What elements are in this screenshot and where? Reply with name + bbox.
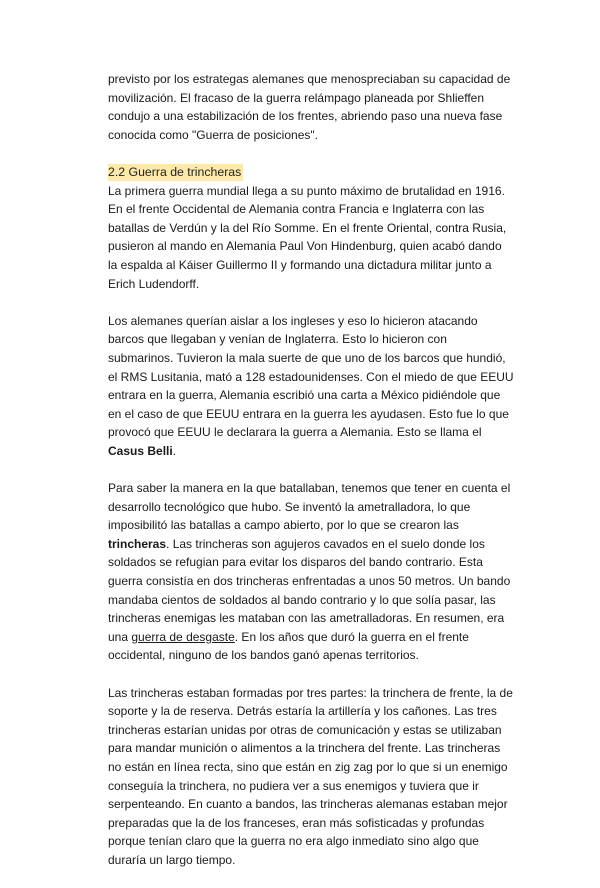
- paragraph-4: Las trincheras estaban formadas por tres partes: la trinchera de frente, la de soporte y la de reserva. Detrás estaría la artillería y los cañones. Las tres trincheras estarían unidas por otras de comunicación y estas se utilizaban para mandar munición o alimentos a la trinchera del frente. Las trincheras no están en línea recta, sino que están en zig zag por lo que si un enemigo conseguía la trinchera, no pudiera ver a sus enemigos y tuviera que ir serpenteando. En cuanto a bandos, las trincheras alemanas estaban mejor preparadas que la de los franceses, eran más sofisticadas y profundas porque tenían claro que la guerra no era algo inmediato sino algo que duraría un largo tiempo.: [108, 685, 513, 867]
- section-heading-wrap: [108, 163, 514, 182]
- section-heading: 2.2 Guerra de trincheras: [108, 164, 242, 179]
- trincheras-term: trincheras: [108, 536, 167, 551]
- paragraph-1: La primera guerra mundial llega a su punto máximo de brutalidad en 1916. En el frente Occidental de Alemania contra Francia e Inglaterra con las batallas de Verdún y la del Río Somme. En el frente Oriental, contra Rusia, pusieron al mando en Alemania Paul Von Hindenburg, quien acabó dando la espalda al Káiser Guillermo II y formando una dictadura militar junto a Erich Ludendorff.: [108, 183, 507, 291]
- paragraph-3: [108, 479, 514, 665]
- intro-paragraph: previsto por los estrategas alemanes que menospreciaban su capacidad de movilización. El fracaso de la guerra relámpago planeada por Shlieffen condujo a una estabilización de los frentes, abriendo paso una nueva fase conocida como "Guerra de posiciones".: [108, 72, 511, 142]
- guerra-de-desgaste-link[interactable]: guerra de desgaste: [131, 629, 235, 644]
- paragraph-2-text: Los alemanes querían aislar a los ingleses y eso lo hicieron atacando barcos que llegaban y venían de Inglaterra. Esto lo hicieron con submarinos. Tuvieron la mala suerte de que uno de los barcos que hundió, el RMS Lusitania, mató a 128 estadounidenses. Con el miedo de que EEUU entrara en la guerra, Alemania escribió una carta a México pidiéndole que en el caso de que EEUU entrara en la guerra les ayudasen. Esto fue lo que provocó que EEUU le declarara la guerra a Alemania. Esto se llama el: [108, 313, 514, 440]
- casus-belli-term: Casus Belli: [108, 443, 173, 458]
- paragraph-3-part-c: . En los años que duró la guerra en el frente occidental, ninguno de los bandos ganó apenas territorios.: [108, 629, 469, 663]
- paragraph-2: [108, 312, 514, 461]
- paragraph-3-part-a: Para saber la manera en la que batallaban, tenemos que tener en cuenta el desarrollo tecnológico que hubo. Se inventó la ametralladora, lo que imposibilitó las batallas a campo abierto, por lo que se crearon las: [108, 481, 511, 533]
- paragraph-3-part-b: . Las trincheras son agujeros cavados en el suelo donde los soldados se refugian para evitar los disparos del bando contrario. Esta guerra consistía en dos trincheras enfrentadas a unos 50 metros. Un bando mandaba cientos de soldados al bando contrario y lo que solía pasar, las trincheras enemigas les mataban con las ametralladoras. En resumen, era una: [108, 536, 511, 644]
- document-page: [108, 70, 514, 888]
- paragraph-2-end: .: [172, 443, 177, 458]
